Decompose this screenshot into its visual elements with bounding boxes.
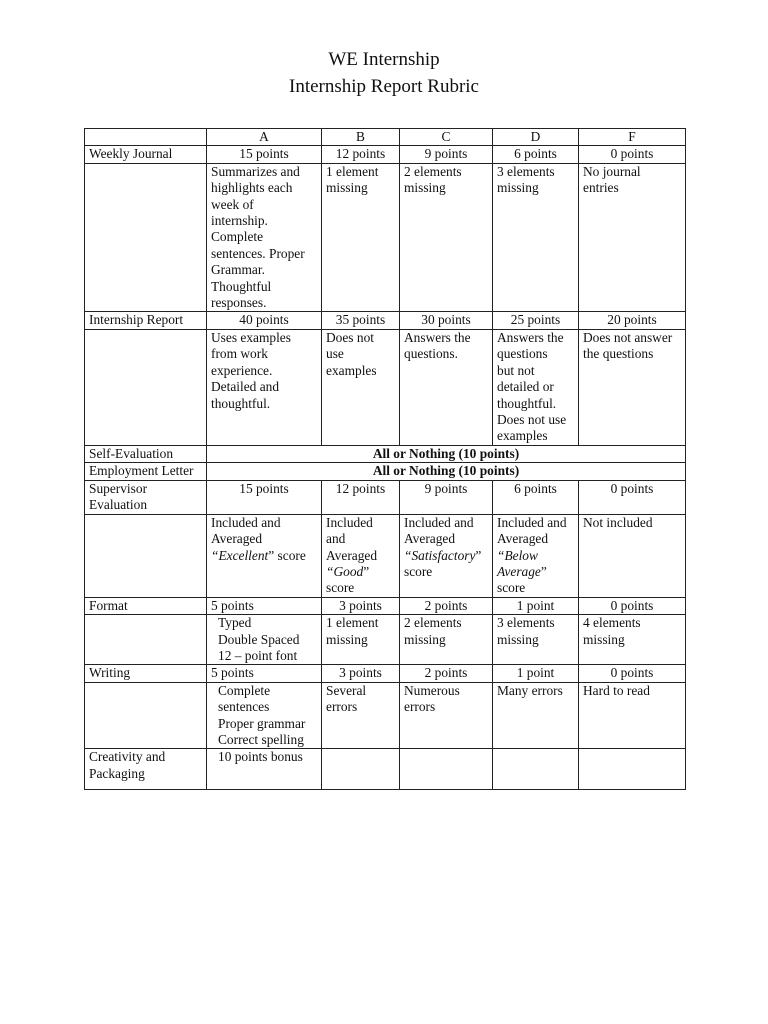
description-cell (85, 514, 207, 597)
header-grade-b: B (322, 129, 400, 146)
points-cell: 6 points (493, 480, 579, 514)
description-cell: Typed Double Spaced 12 – point font (207, 615, 322, 665)
description-cell: Not included (579, 514, 686, 597)
description-cell (322, 514, 400, 597)
points-cell: 1 point (493, 597, 579, 614)
points-cell: 3 points (322, 665, 400, 682)
description-cell (85, 163, 207, 312)
description-cell: Summarizes and highlights each week of internship. Complete sentences. Proper Grammar. Thoughtful responses. (207, 163, 322, 312)
points-cell: 0 points (579, 480, 686, 514)
all-or-nothing-cell: All or Nothing (10 points) (207, 463, 686, 480)
header-grade-d: D (493, 129, 579, 146)
points-cell: 15 points (207, 480, 322, 514)
description-cell: No journal entries (579, 163, 686, 312)
description-text: Included and Averaged (326, 514, 378, 563)
category-writing: Writing (85, 665, 207, 682)
points-cell: 0 points (579, 597, 686, 614)
category-supervisor-evaluation: Supervisor Evaluation (85, 480, 207, 514)
description-text: ” score (326, 563, 370, 596)
table-row (85, 615, 686, 665)
description-cell: Several errors (322, 682, 400, 749)
description-cell: Answers the questions but not detailed or thoughtful. Does not use examples (493, 329, 579, 445)
points-cell: 9 points (400, 146, 493, 163)
document-subtitle: Internship Report Rubric (289, 76, 479, 97)
points-cell: 40 points (207, 312, 322, 329)
table-row (85, 480, 686, 514)
description-text: ” score (404, 547, 482, 579)
description-cell: Does not answer the questions (579, 329, 686, 445)
points-cell: 30 points (400, 312, 493, 329)
points-cell: 20 points (579, 312, 686, 329)
points-cell: 5 points (207, 665, 322, 682)
rating-term: “Excellent (211, 547, 269, 563)
points-cell: 2 points (400, 665, 493, 682)
category-internship-report: Internship Report (85, 312, 207, 329)
table-row (85, 163, 686, 312)
description-cell: Many errors (493, 682, 579, 749)
table-header-row (85, 129, 686, 146)
points-cell: 12 points (322, 146, 400, 163)
description-cell (400, 514, 493, 597)
table-row (85, 682, 686, 749)
rating-term: “Satisfactory (404, 547, 476, 563)
empty-cell (579, 749, 686, 790)
description-cell: 1 element missing (322, 163, 400, 312)
description-cell: Hard to read (579, 682, 686, 749)
description-cell (85, 682, 207, 749)
description-cell (493, 514, 579, 597)
description-cell (207, 514, 322, 597)
category-employment-letter: Employment Letter (85, 463, 207, 480)
rating-term: “Below Average (497, 547, 541, 579)
empty-cell (400, 749, 493, 790)
points-cell: 3 points (322, 597, 400, 614)
table-row (85, 749, 686, 790)
category-creativity-packaging: Creativity and Packaging (85, 749, 207, 790)
table-row (85, 312, 686, 329)
table-row (85, 665, 686, 682)
points-cell: 10 points bonus (207, 749, 322, 790)
empty-cell (493, 749, 579, 790)
category-self-evaluation: Self-Evaluation (85, 445, 207, 462)
description-cell: Complete sentences Proper grammar Correct spelling (207, 682, 322, 749)
description-cell: 1 element missing (322, 615, 400, 665)
description-cell (85, 329, 207, 445)
description-cell: Uses examples from work experience. Detailed and thoughtful. (207, 329, 322, 445)
table-row (85, 463, 686, 480)
points-cell: 0 points (579, 146, 686, 163)
points-cell: 0 points (579, 665, 686, 682)
description-text: Included and Averaged (404, 514, 474, 547)
rating-term: “Good (326, 563, 364, 579)
points-cell: 6 points (493, 146, 579, 163)
description-text: ” score (497, 563, 547, 596)
description-cell: 2 elements missing (400, 615, 493, 665)
rubric-table (84, 128, 686, 790)
table-row (85, 329, 686, 445)
header-grade-a: A (207, 129, 322, 146)
all-or-nothing-cell: All or Nothing (10 points) (207, 445, 686, 462)
header-category (85, 129, 207, 146)
empty-cell (322, 749, 400, 790)
description-cell: 3 elements missing (493, 163, 579, 312)
header-grade-c: C (400, 129, 493, 146)
points-cell: 9 points (400, 480, 493, 514)
points-cell: 12 points (322, 480, 400, 514)
points-cell: 2 points (400, 597, 493, 614)
description-cell: 2 elements missing (400, 163, 493, 312)
points-cell: 25 points (493, 312, 579, 329)
description-text: ” score (268, 547, 306, 563)
description-text: Included and Averaged (497, 514, 567, 547)
category-format: Format (85, 597, 207, 614)
points-cell: 35 points (322, 312, 400, 329)
category-weekly-journal: Weekly Journal (85, 146, 207, 163)
header-grade-f: F (579, 129, 686, 146)
points-cell: 1 point (493, 665, 579, 682)
table-row (85, 445, 686, 462)
description-cell: 3 elements missing (493, 615, 579, 665)
table-row (85, 514, 686, 597)
points-cell: 5 points (207, 597, 322, 614)
description-cell: Answers the questions. (400, 329, 493, 445)
table-row (85, 146, 686, 163)
description-text: Included and Averaged (211, 514, 281, 547)
table-row (85, 597, 686, 614)
description-cell: 4 elements missing (579, 615, 686, 665)
description-cell: Does not use examples (322, 329, 400, 445)
description-cell (85, 615, 207, 665)
points-cell: 15 points (207, 146, 322, 163)
description-cell: Numerous errors (400, 682, 493, 749)
document-title: WE Internship (328, 49, 440, 70)
